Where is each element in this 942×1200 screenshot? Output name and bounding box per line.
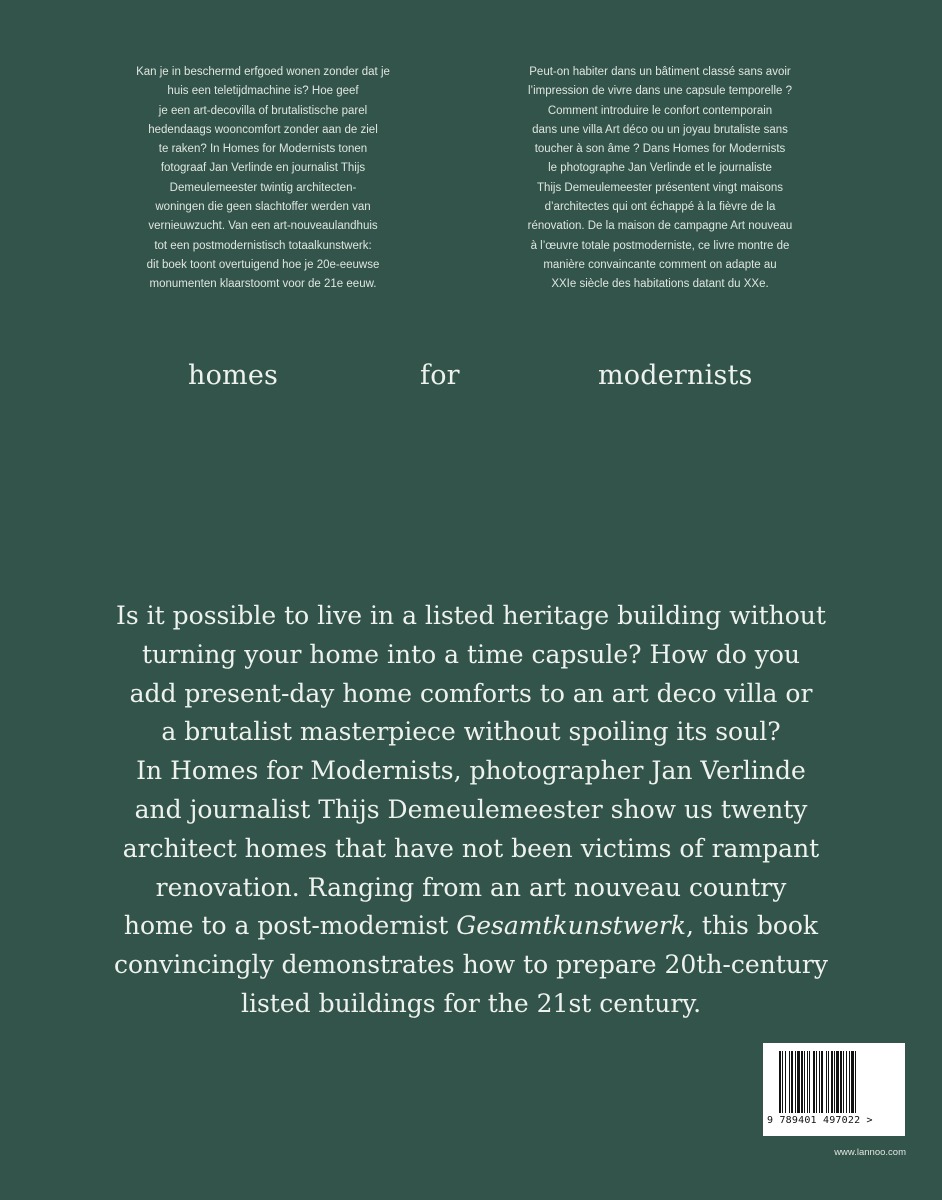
french-blurb-line: à l’œuvre totale postmoderniste, ce livre montre de — [530, 239, 790, 252]
english-blurb-line: and journalist Thijs Demeulemeester show us twenty — [134, 794, 808, 824]
french-blurb-line: Comment introduire le confort contemporain — [547, 104, 773, 117]
english-blurb — [60, 597, 882, 1024]
english-blurb-line: a brutalist masterpiece without spoiling its soul? — [161, 717, 781, 747]
title-word-modernists: modernists — [598, 360, 753, 391]
english-blurb-line: In Homes for Modernists, photographer Jan Verlinde — [136, 756, 806, 786]
english-blurb-line: convincingly demonstrates how to prepare 20th-century — [114, 950, 828, 980]
english-blurb-line: renovation. Ranging from an art nouveau country — [155, 872, 787, 902]
french-blurb-line: toucher à son âme ? Dans Homes for Modernists — [534, 143, 786, 156]
english-blurb-line: listed buildings for the 21st century. — [240, 988, 702, 1018]
dutch-blurb-line: hedendaags wooncomfort zonder aan de ziel — [148, 123, 378, 136]
italic-term: Gesamtkunstwerk — [456, 911, 686, 941]
french-blurb-line: l’impression de vivre dans une capsule temporelle ? — [527, 85, 792, 98]
line-text: , this book — [686, 911, 819, 941]
english-blurb-line: turning your home into a time capsule? How do you — [142, 639, 800, 669]
dutch-blurb-line: Kan je in beschermd erfgoed wonen zonder dat je — [136, 66, 390, 78]
english-blurb-line — [60, 907, 882, 946]
english-blurb-line: Is it possible to live in a listed heritage building without — [116, 601, 826, 630]
french-blurb-line: XXIe siècle des habitations datant du XXe. — [551, 278, 769, 291]
french-blurb-line: Peut-on habiter dans un bâtiment classé sans avoir — [529, 66, 791, 78]
dutch-blurb-line: woningen die geen slachtoffer werden van — [155, 201, 371, 214]
dutch-blurb-line: vernieuwzucht. Van een art-nouveaulandhuis — [148, 220, 378, 233]
french-blurb-line: manière convaincante comment on adapte au — [543, 258, 777, 271]
dutch-blurb-line: je een art-decovilla of brutalistische parel — [158, 104, 368, 117]
english-blurb-line: architect homes that have not been victims of rampant — [122, 833, 820, 863]
dutch-blurb-line: monumenten klaarstoomt voor de 21e eeuw. — [149, 278, 377, 291]
french-blurb-line: dans une villa Art déco ou un joyau brutaliste sans — [532, 123, 788, 136]
dutch-blurb-line: te raken? In Homes for Modernists tonen — [158, 143, 368, 156]
english-blurb-line: add present-day home comforts to an art deco villa or — [129, 678, 813, 708]
isbn-barcode — [763, 1043, 905, 1136]
dutch-blurb-line: fotograaf Jan Verlinde en journalist Thijs — [160, 162, 366, 175]
french-blurb-line: d’architectes qui ont échappé à la fièvre de la — [544, 201, 776, 214]
publisher-url: www.lannoo.com — [834, 1147, 906, 1158]
dutch-blurb-line: tot een postmodernistisch totaalkunstwerk: — [154, 239, 372, 252]
french-blurb-line: Thijs Demeulemeester présentent vingt maisons — [536, 181, 784, 194]
dutch-blurb-line: Demeulemeester twintig architecten- — [169, 181, 357, 194]
barcode-bars-graphic — [779, 1051, 891, 1113]
dutch-blurb-line: huis een teletijdmachine is? Hoe geef — [167, 85, 359, 98]
french-blurb — [470, 63, 850, 295]
dutch-blurb-line: dit boek toont overtuigend hoe je 20e-eeuwse — [146, 258, 380, 271]
line-text: home to a post-modernist — [123, 911, 457, 941]
dutch-blurb — [73, 63, 453, 295]
title-word-homes: homes — [188, 360, 279, 391]
french-blurb-line: rénovation. De la maison de campagne Art nouveau — [527, 220, 793, 233]
isbn-digits: 9 789401 497022 > — [767, 1115, 873, 1126]
title-word-for: for — [420, 360, 460, 391]
french-blurb-line: le photographe Jan Verlinde et le journaliste — [548, 162, 772, 175]
